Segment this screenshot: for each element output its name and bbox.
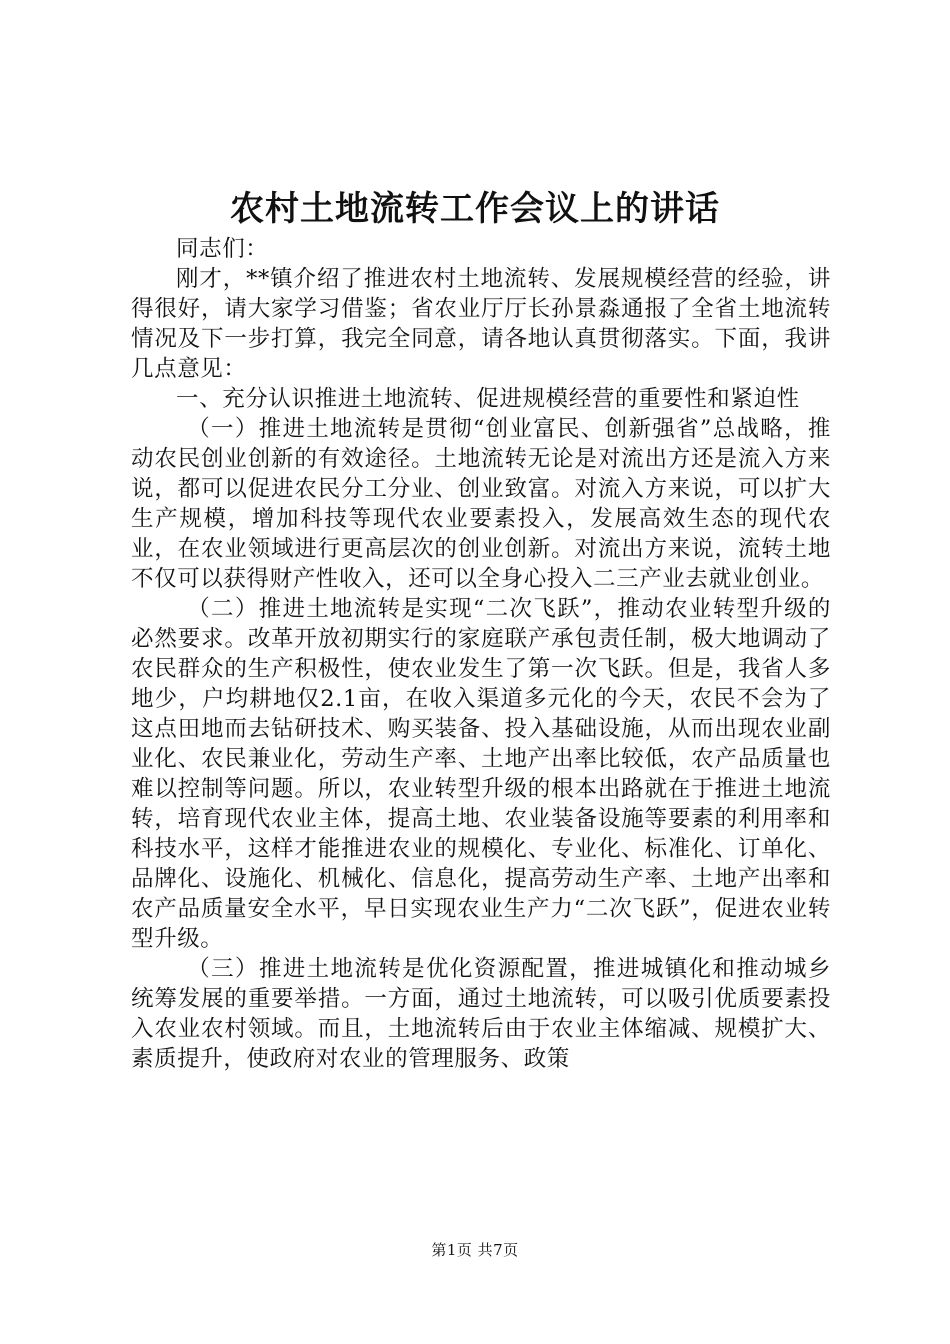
body-paragraph: （二）推进土地流转是实现“二次飞跃”，推动农业转型升级的必然要求。改革开放初期实行的家庭联产承包责任制，极大地调动了农民群众的生产积极性，使农业发生了第一次飞跃。但是，我省人多地少，户均耕地仅2.1亩，在收入渠道多元化的今天，农民不会为了这点田地而去钻研技术、购买装备、投入基础设施，从而出现农业副业化、农民兼业化，劳动生产率、土地产出率比较低，农产品质量也难以控制等问题。所以，农业转型升级的根本出路就在于推进土地流转，培育现代农业主体，提高土地、农业装备设施等要素的利用率和科技水平，这样才能推进农业的规模化、专业化、标准化、订单化、品牌化、设施化、机械化、信息化，提高劳动生产率、土地产出率和农产品质量安全水平，早日实现农业生产力“二次飞跃”，促进农业转型升级。 <box>131 596 831 952</box>
section-heading: 一、充分认识推进土地流转、促进规模经营的重要性和紧迫性 <box>176 386 800 412</box>
salutation: 同志们： <box>176 236 269 262</box>
body-paragraph: （一）推进土地流转是贯彻“创业富民、创新强省”总战略，推动农民创业创新的有效途径。土地流转无论是对流出方还是流入方来说，都可以促进农民分工分业、创业致富。对流入方来说，可以扩大生产规模，增加科技等现代农业要素投入，发展高效生态的现代农业，在农业领域进行更高层次的创业创新。对流出方来说，流转土地不仅可以获得财产性收入，还可以全身心投入二三产业去就业创业。 <box>131 416 831 592</box>
page-title: 农村土地流转工作会议上的讲话 <box>230 189 720 229</box>
document-body <box>131 234 831 1074</box>
intro-paragraph: 刚才，**镇介绍了推进农村土地流转、发展规模经营的经验，讲得很好，请大家学习借鉴；省农业厅厅长孙景淼通报了全省土地流转情况及下一步打算，我完全同意，请各地认真贯彻落实。下面，我讲几点意见： <box>131 266 831 382</box>
body-paragraph: （三）推进土地流转是优化资源配置，推进城镇化和推动城乡统筹发展的重要举措。一方面，通过土地流转，可以吸引优质要素投入农业农村领域。而且，土地流转后由于农业主体缩减、规模扩大、素质提升，使政府对农业的管理服务、政策 <box>131 956 831 1072</box>
page-number: 第1页 共7页 <box>431 1241 519 1259</box>
